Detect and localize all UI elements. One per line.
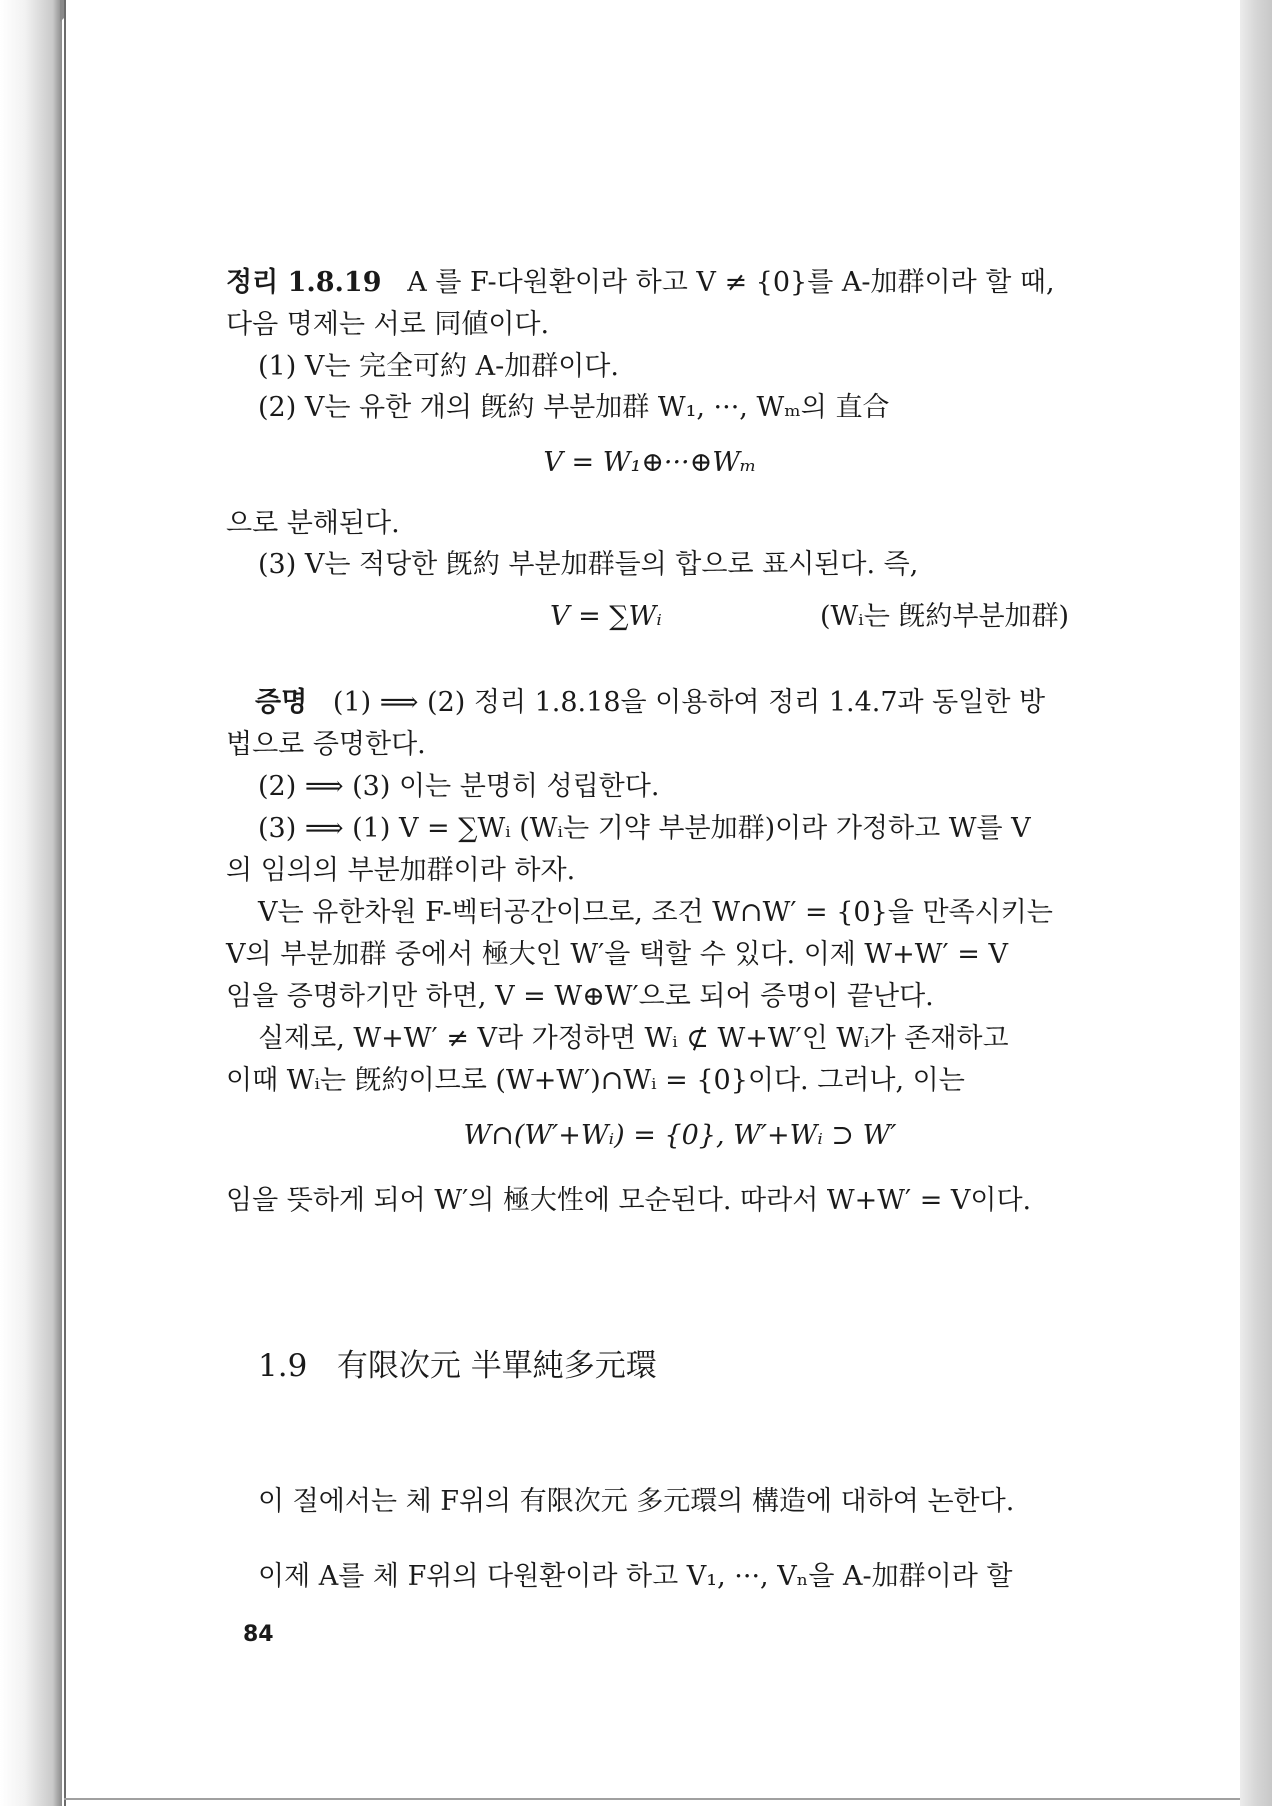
- section-title: 有限次元 半單純多元環: [336, 1348, 657, 1384]
- theorem-line-after-eq: 으로 분해된다.: [226, 508, 400, 539]
- proof-line-5: 의 임의의 부분加群이라 하자.: [226, 855, 576, 886]
- equation-sum-note: (Wᵢ는 旣約부분加群): [820, 601, 1070, 632]
- proof-line-2: 법으로 증명한다.: [226, 729, 426, 760]
- proof-line-4: (3) ⟹ (1) V = ∑Wᵢ (Wᵢ는 기약 부분加群)이라 가정하고 W를 V: [258, 813, 1031, 844]
- theorem-heading: 정리 1.8.19: [226, 267, 382, 298]
- theorem-item-1: (1) V는 完全可約 A-加群이다.: [258, 351, 619, 382]
- proof-step-1: (1) ⟹ (2) 정리 1.8.18을 이용하여 정리 1.4.7과 동일한 방: [332, 687, 1046, 718]
- equation-direct-sum: V = W₁⊕···⊕Wₘ: [543, 447, 757, 478]
- proof-line-11: 임을 뜻하게 되어 W′의 極大性에 모순된다. 따라서 W+W′ = V이다.: [226, 1185, 1032, 1216]
- section-number: 1.9: [258, 1348, 308, 1384]
- proof-heading: 증명: [255, 687, 308, 718]
- page-edge-shadow-right: [1240, 0, 1272, 1806]
- page-number: 84: [243, 1622, 274, 1647]
- equation-sum: V = ∑Wᵢ: [550, 601, 662, 632]
- proof-line-6: V는 유한차원 F-벡터공간이므로, 조건 W∩W′ = {0}을 만족시키는: [258, 897, 1053, 928]
- theorem-item-3: (3) V는 적당한 旣約 부분加群들의 합으로 표시된다. 즉,: [258, 549, 919, 580]
- body-paragraph-2: 이제 A를 체 F위의 다원환이라 하고 V₁, ···, Vₙ을 A-加群이라 할: [258, 1561, 1013, 1592]
- equation-intersection: W∩(W′+Wᵢ) = {0}, W′+Wᵢ ⊃ W′: [463, 1120, 897, 1151]
- proof-line-10: 이때 Wᵢ는 旣約이므로 (W+W′)∩Wᵢ = {0}이다. 그러나, 이는: [226, 1065, 965, 1096]
- proof-line-9: 실제로, W+W′ ≠ V라 가정하면 Wᵢ ⊄ W+W′인 Wᵢ가 존재하고: [258, 1023, 1009, 1054]
- body-paragraph-1: 이 절에서는 체 F위의 有限次元 多元環의 構造에 대하여 논한다.: [258, 1486, 1015, 1517]
- theorem-statement: A 를 F-다원환이라 하고 V ≠ {0}를 A-加群이라 할 때,: [407, 267, 1055, 298]
- page-bottom-edge: [64, 1798, 1240, 1800]
- proof-line-7: V의 부분加群 중에서 極大인 W′을 택할 수 있다. 이제 W+W′ = V: [226, 939, 1008, 970]
- theorem-line-1: [226, 266, 1055, 300]
- page-edge-shadow-left: [0, 0, 62, 1806]
- section-heading: [258, 1347, 657, 1385]
- theorem-item-2: (2) V는 유한 개의 旣約 부분加群 W₁, ···, Wₘ의 直合: [258, 392, 890, 423]
- proof-line-3: (2) ⟹ (3) 이는 분명히 성립한다.: [258, 771, 660, 802]
- theorem-line-2: 다음 명제는 서로 同値이다.: [226, 309, 550, 340]
- proof-line-1: [255, 686, 1045, 720]
- proof-line-8: 임을 증명하기만 하면, V = W⊕W′으로 되어 증명이 끝난다.: [226, 981, 934, 1012]
